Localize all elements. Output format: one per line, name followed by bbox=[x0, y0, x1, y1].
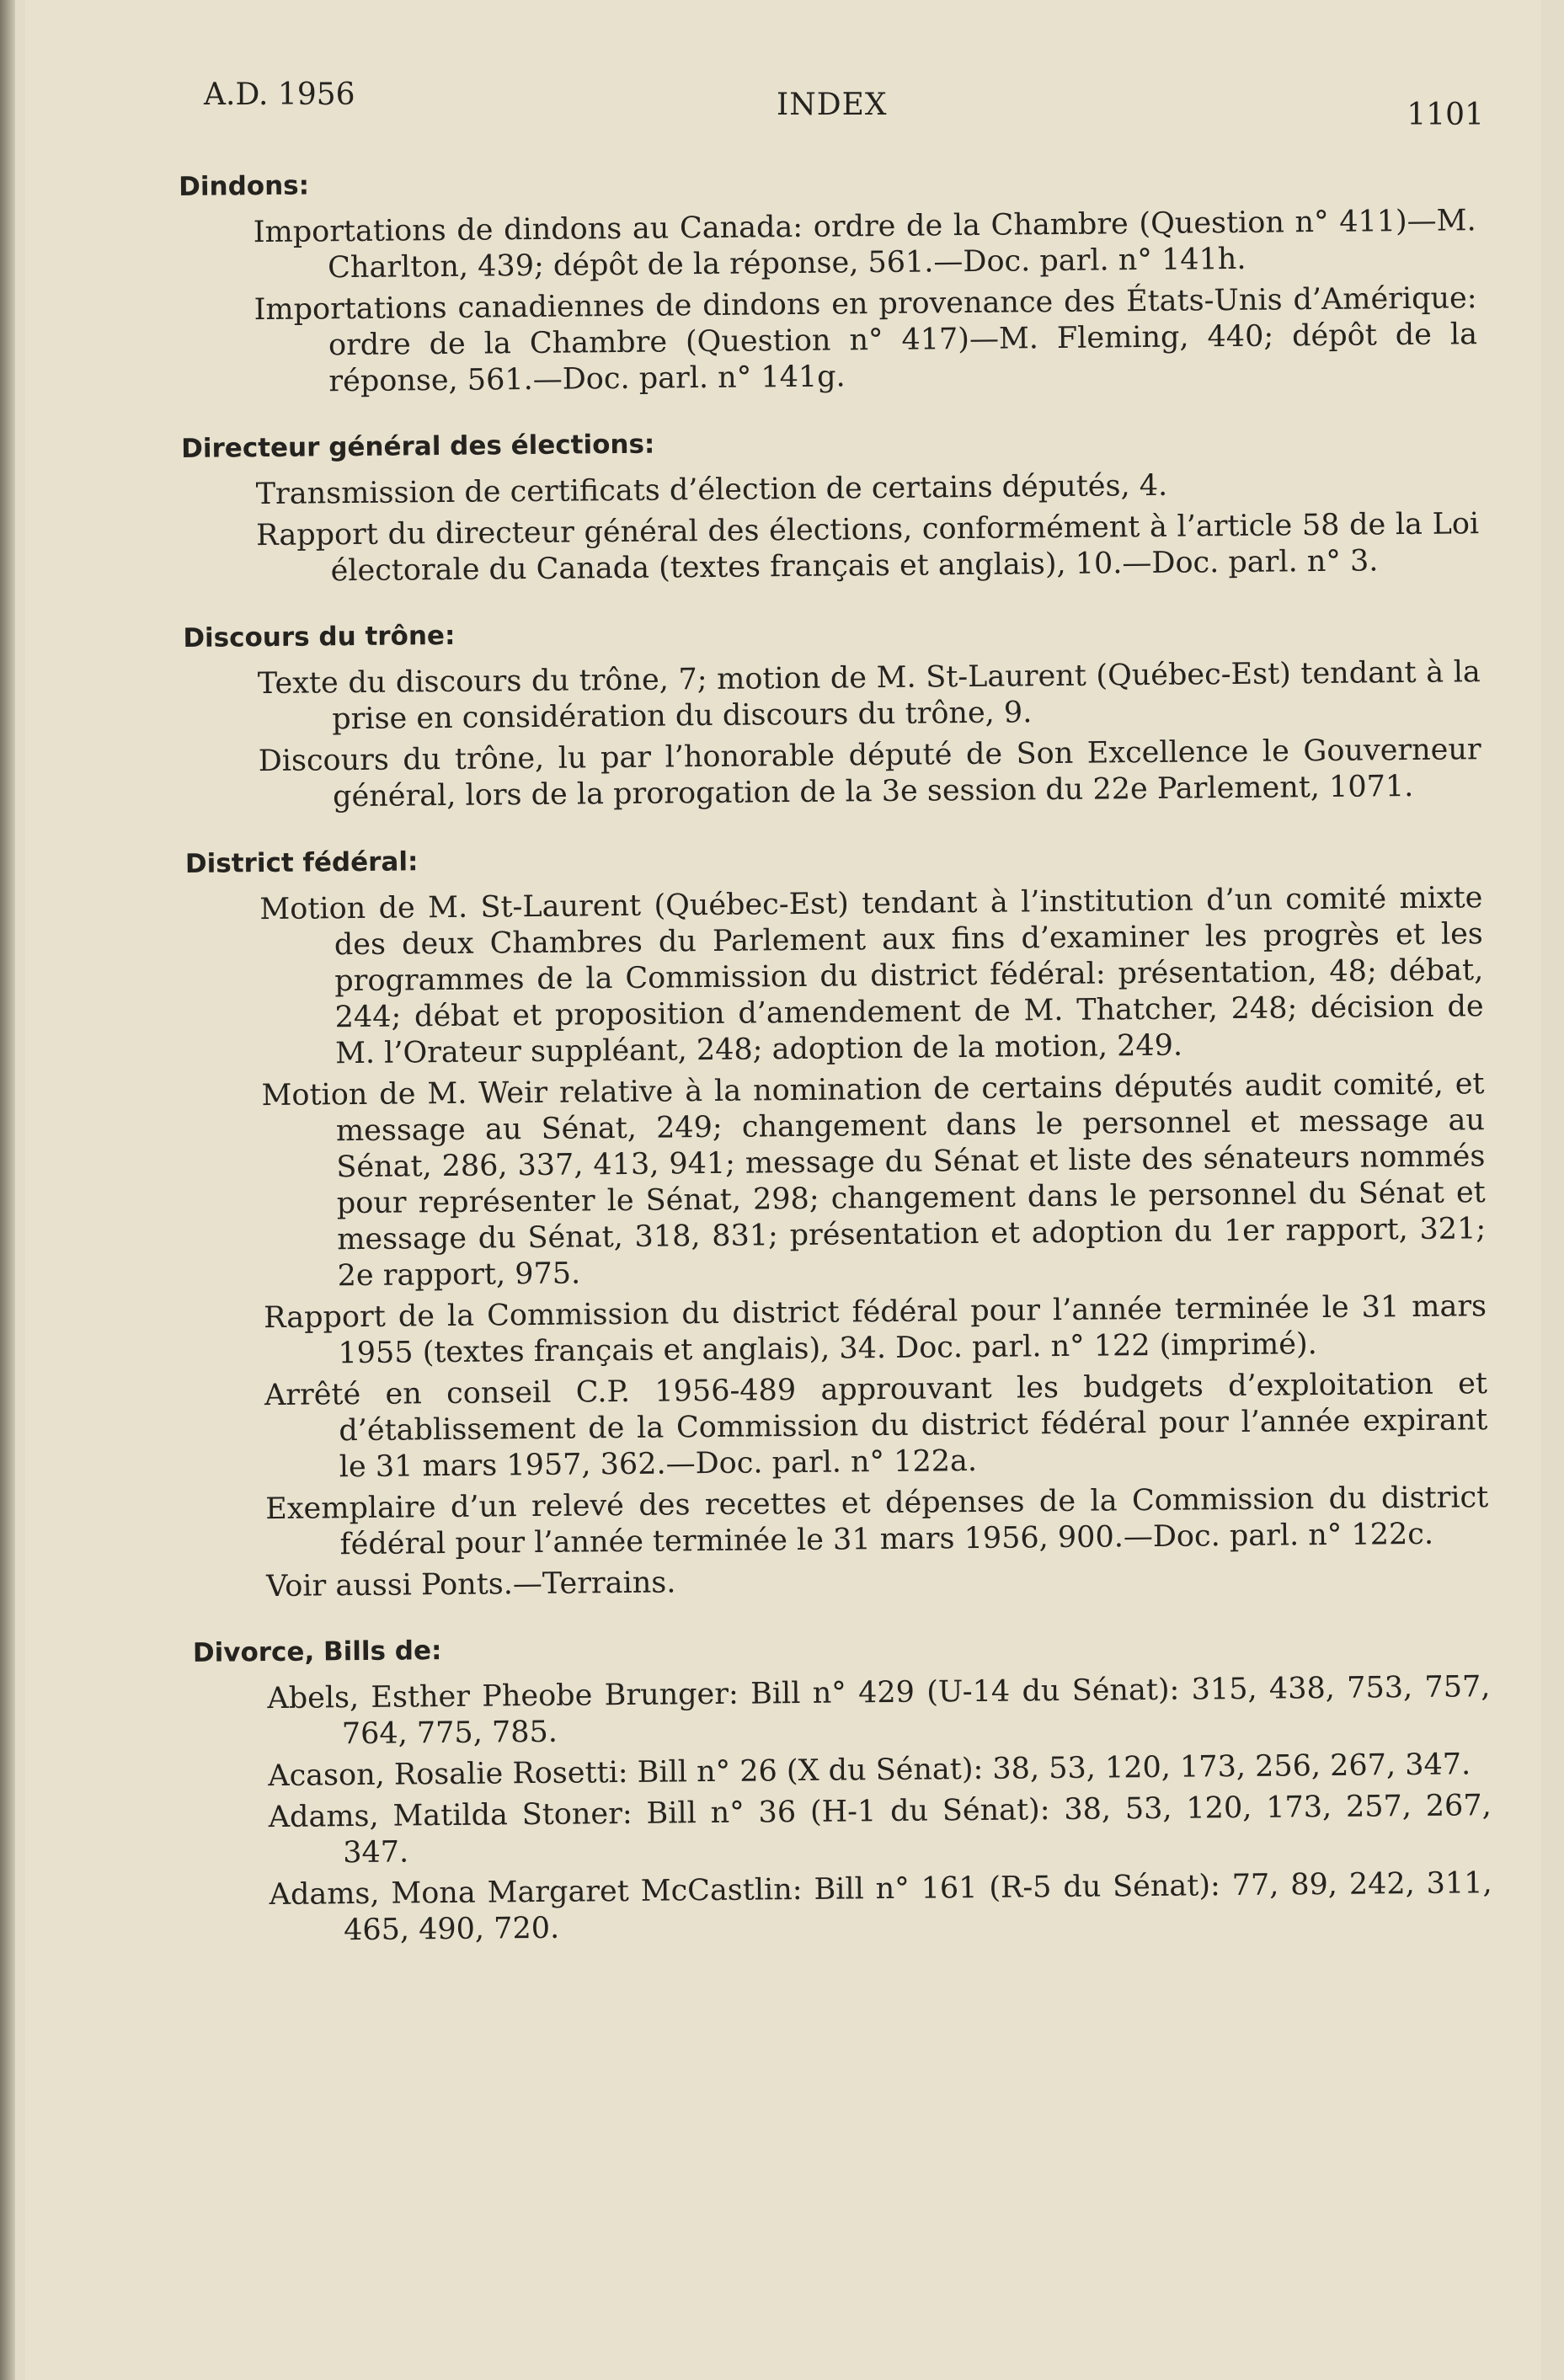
index-entry: Importations de dindons au Canada: ordre de la Chambre (Question n° 411)—M. Charlton, 439; dépôt de la réponse, 561.—Doc. parl. n° 141h. bbox=[253, 204, 1476, 285]
index-entry: Transmission de certificats d’élection de certains députés, 4. bbox=[255, 468, 1168, 512]
section-discours-trone bbox=[183, 607, 1481, 817]
index-entry: Abels, Esther Pheobe Brunger: Bill n° 429 (U-14 du Sénat): 315, 438, 753, 757, 764, 775, 785. bbox=[267, 1670, 1491, 1752]
section-title: Dindons: bbox=[179, 170, 310, 202]
year-label: A.D. 1956 bbox=[204, 77, 355, 112]
index-entry: Importations canadiennes de dindons en provenance des États-Unis d’Amérique: ordre de la Chambre (Question n° 417)—M. Fleming, 440; dépôt de la réponse, 561.—Doc. parl. n° 141g. bbox=[254, 281, 1478, 399]
section-directeur-general bbox=[181, 418, 1480, 591]
section-title: Divorce, Bills de: bbox=[192, 1636, 442, 1668]
see-also-entry: Voir aussi Ponts.—Terrains. bbox=[265, 1566, 676, 1604]
section-title: Discours du trône: bbox=[183, 620, 456, 654]
section-title: District fédéral: bbox=[184, 846, 419, 879]
page-header bbox=[204, 77, 1484, 132]
section-dindons bbox=[179, 156, 1478, 402]
index-entry: Motion de M. St-Laurent (Québec-Est) tendant à l’institution d’un comité mixte des deux Chambres du Parlement aux fins d’examiner les progrès et les programmes de la Commission du district fédéral: présentation, 48; débat, 244; débat et proposition d’amendement de M. Thatcher, 248; décision de M. l’Orateur suppléant, 248; adoption de la motion, 249. bbox=[259, 881, 1484, 1071]
index-entry: Discours du trône, lu par l’honorable député de Son Excellence le Gouverneur général, lors de la prorogation de la 3e session du 22e Parlement, 1071. bbox=[258, 733, 1481, 814]
section-title: Directeur général des élections: bbox=[181, 429, 655, 464]
index-entry: Adams, Matilda Stoner: Bill n° 36 (H-1 du Sénat): 38, 53, 120, 173, 257, 267, 347. bbox=[268, 1789, 1492, 1870]
index-page bbox=[25, 0, 1541, 2380]
index-entry: Texte du discours du trône, 7; motion de M. St-Laurent (Québec-Est) tendant à la prise en considération du discours du trône, 9. bbox=[257, 655, 1481, 737]
index-entry: Acason, Rosalie Rosetti: Bill n° 26 (X du Sénat): 38, 53, 120, 173, 256, 267, 347. bbox=[268, 1748, 1471, 1794]
index-entry: Rapport de la Commission du district fédéral pour l’année terminée le 31 mars 1955 (textes français et anglais), 34. Doc. parl. n° 122 (imprimé). bbox=[263, 1289, 1487, 1371]
index-entry: Rapport du directeur général des élections, conformément à l’article 58 de la Loi électorale du Canada (textes français et anglais), 10.—Doc. parl. n° 3. bbox=[255, 507, 1480, 589]
section-district-federal bbox=[185, 833, 1490, 1606]
index-entry: Arrêté en conseil C.P. 1956-489 approuvant les budgets d’exploitation et d’établissement de la Commission du district fédéral pour l’année expirant le 31 mars 1957, 362.—Doc. parl. n° 122a. bbox=[264, 1367, 1488, 1485]
index-entry: Adams, Mona Margaret McCastlin: Bill n° 161 (R-5 du Sénat): 77, 89, 242, 311, 465, 490, 720. bbox=[269, 1866, 1492, 1948]
index-content bbox=[179, 156, 1493, 1979]
page-title: INDEX bbox=[777, 88, 888, 122]
section-divorce-bills bbox=[193, 1622, 1493, 1950]
page-number: 1101 bbox=[1407, 98, 1484, 132]
index-entry: Exemplaire d’un relevé des recettes et dépenses de la Commission du district fédéral pour l’année terminée le 31 mars 1956, 900.—Doc. parl. n° 122c. bbox=[265, 1481, 1489, 1562]
index-entry: Motion de M. Weir relative à la nomination de certains députés audit comité, et message au Sénat, 249; changement dans le personnel et message au Sénat, 286, 337, 413, 941; message du Sénat et liste des sénateurs nommés pour représenter le Sénat, 298; changement dans le personnel du Sénat et message du Sénat, 318, 831; présentation et adoption du 1er rapport, 321; 2e rapport, 975. bbox=[261, 1067, 1487, 1294]
page-gutter bbox=[0, 0, 15, 2380]
